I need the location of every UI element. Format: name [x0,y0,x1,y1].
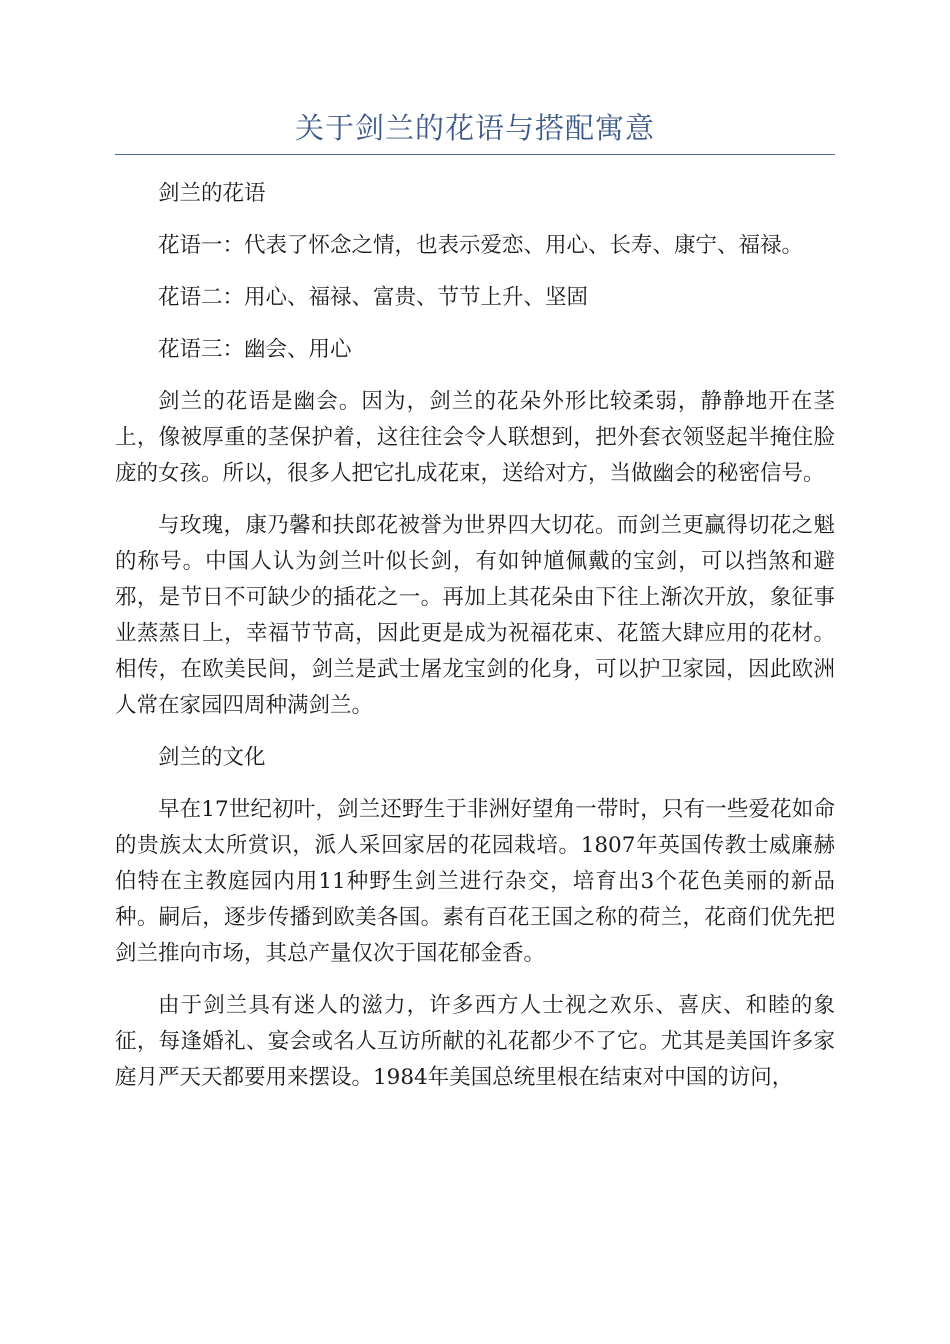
paragraph-cut-flowers: 与玫瑰，康乃馨和扶郎花被誉为世界四大切花。而剑兰更赢得切花之魁的称号。中国人认为剑兰叶似长剑，有如钟馗佩戴的宝剑，可以挡煞和避邪，是节日不可缺少的插花之一。再加上其花朵由下往上渐次开放，象征事业蒸蒸日上，幸福节节高，因此更是成为祝福花束、花篮大肆应用的花材。相传，在欧美民间，剑兰是武士屠龙宝剑的化身，可以护卫家园，因此欧洲人常在家园四周种满剑兰。 [115,513,835,718]
paragraph-flower-language-2: 花语二：用心、福禄、富贵、节节上升、坚固 [158,285,589,310]
document-title: 关于剑兰的花语与搭配寓意 [294,111,655,145]
document-body [115,176,835,1112]
paragraph-western-symbol: 由于剑兰具有迷人的滋力，许多西方人士视之欢乐、喜庆、和睦的象征，每逢婚礼、宴会或名人互访所献的礼花都少不了它。尤其是美国许多家庭月严天天都要用来摆设。1984年美国总统里根在结束对中国的访问， [115,993,835,1090]
paragraph-flower-language-3: 花语三：幽会、用心 [158,337,352,362]
section-heading-flower-language: 剑兰的花语 [158,181,266,206]
paragraph-history: 早在17世纪初叶，剑兰还野生于非洲好望角一带时，只有一些爱花如命的贵族太太所赏识，派人采回家居的花园栽培。1807年英国传教士威廉赫伯特在主教庭园内用11种野生剑兰进行杂交，培育出3个花色美丽的新品种。嗣后，逐步传播到欧美各国。素有百花王国之称的荷兰，花商们优先把剑兰推向市场，其总产量仅次于国花郁金香。 [115,797,835,966]
title-underline [115,154,835,155]
paragraph-meaning-rendezvous: 剑兰的花语是幽会。因为，剑兰的花朵外形比较柔弱，静静地开在茎上，像被厚重的茎保护着，这往往会令人联想到，把外套衣领竖起半掩住脸庞的女孩。所以，很多人把它扎成花束，送给对方，当做幽会的秘密信号。 [115,389,835,486]
paragraph-flower-language-1: 花语一：代表了怀念之情，也表示爱恋、用心、长寿、康宁、福禄。 [158,233,804,258]
section-heading-culture: 剑兰的文化 [158,745,266,770]
